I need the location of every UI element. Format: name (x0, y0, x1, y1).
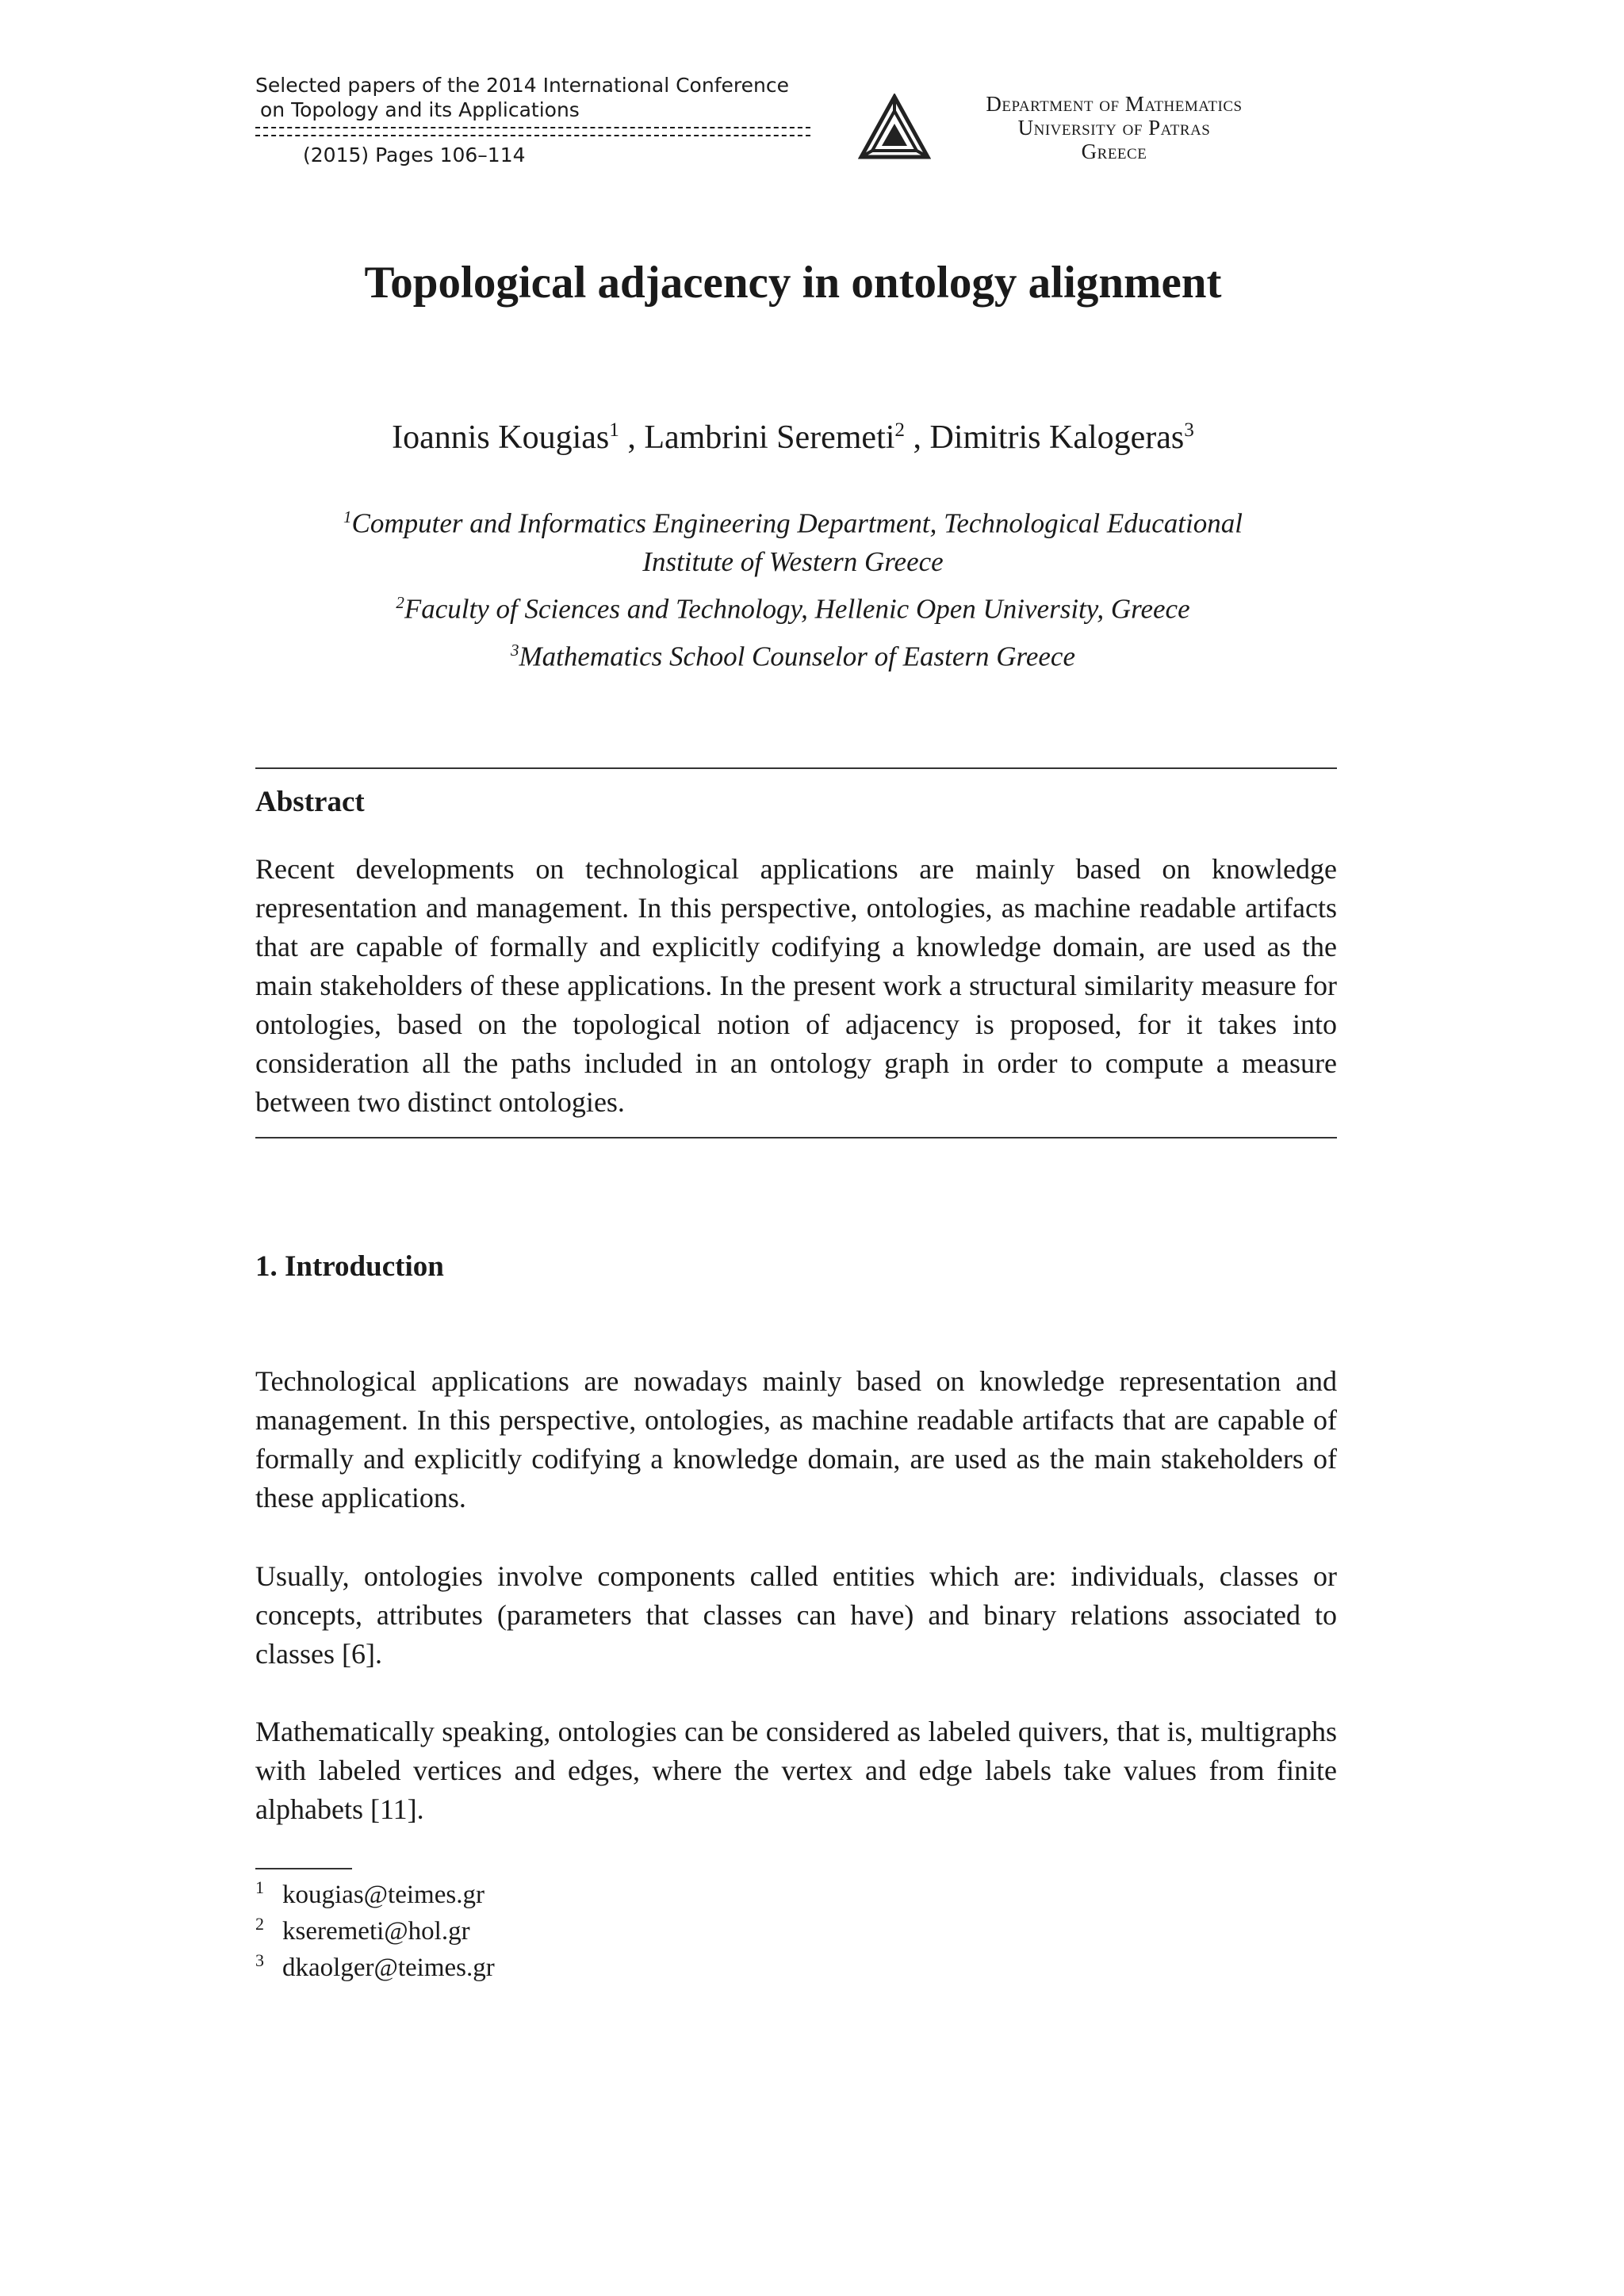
footnote-email: dkaolger@teimes.gr (282, 1954, 495, 1982)
author-list (0, 419, 1586, 457)
abstract-bottom-rule (255, 1137, 1337, 1138)
body-paragraph: Usually, ontologies involve components called entities which are: individuals, classes or concepts, attributes (parameters that classes can have) and binary relations associated to classes [6]. (255, 1560, 1337, 1670)
author-name: Dimitris Kalogeras (929, 419, 1185, 456)
paper-title: Topological adjacency in ontology alignment (364, 258, 1222, 308)
author-name: Ioannis Kougias (392, 419, 610, 456)
footnote-mark: 1 (255, 1877, 264, 1897)
affiliation-text: Institute of Western Greece (642, 545, 944, 577)
affiliation-mark: 3 (511, 641, 519, 660)
department-line-3: Greece (1081, 140, 1147, 163)
author-name: Lambrini Seremeti (644, 419, 895, 456)
triangle-logo-icon (858, 94, 931, 160)
body-paragraph: Technological applications are nowadays mainly based on knowledge representation and management. In this perspective, ontologies, as machine readable artifacts that are capable of formally and explicitly codifying a knowledge domain, are used as the main stakeholders of these applications. (255, 1365, 1337, 1513)
abstract-top-rule (255, 767, 1337, 769)
section-heading: 1. Introduction (255, 1250, 444, 1283)
author-mark: 1 (609, 419, 619, 441)
header-dashed-rule (255, 127, 810, 136)
journal-line-1: Selected papers of the 2014 International Conference (255, 74, 789, 97)
journal-header (255, 73, 810, 167)
journal-line-2: on Topology and its Applications (260, 98, 580, 121)
affiliation-mark: 2 (396, 593, 404, 612)
footnote-mark: 3 (255, 1950, 264, 1970)
affiliation-text: Mathematics School Counselor of Eastern Greece (519, 641, 1075, 672)
author-mark: 2 (894, 419, 906, 441)
affiliation-text: Faculty of Sciences and Technology, Hellenic Open University, Greece (404, 593, 1190, 625)
footnote-mark: 2 (255, 1914, 264, 1934)
affiliation-3 (238, 631, 1348, 676)
footnote-email: kseremeti@hol.gr (282, 1917, 470, 1946)
affiliation-1 (238, 498, 1348, 581)
department-line-2: University of Patras (1017, 116, 1211, 140)
abstract-heading: Abstract (255, 786, 365, 818)
affiliation-text: Computer and Informatics Engineering Department, Technological Educational (351, 507, 1243, 539)
author-separator: , (619, 419, 645, 456)
footnote (255, 1942, 495, 1986)
department-line-1: Department of Mathematics (986, 92, 1243, 116)
footnote-email: kougias@teimes.gr (282, 1881, 485, 1909)
affiliation-mark: 1 (343, 507, 352, 526)
department-header (936, 92, 1293, 163)
author-separator: , (905, 419, 930, 456)
abstract-text: Recent developments on technological applications are mainly based on knowledge representation and management. In this perspective, ontologies, as machine readable artifacts that are capable of formally and explicitly codifying a knowledge domain, are used as the main stakeholders of these applications. In the present work a structural similarity measure for ontologies, based on the topological notion of adjacency is proposed, for it takes into consideration all the paths included in an ontology graph in order to compute a measure between two distinct ontologies. (255, 853, 1337, 1118)
affiliation-2 (238, 584, 1348, 629)
body-paragraph: Mathematically speaking, ontologies can be considered as labeled quivers, that is, multigraphs with labeled vertices and edges, where the vertex and edge labels take values from finite alphabets [11]. (255, 1716, 1337, 1825)
journal-pages: (2015) Pages 106–114 (303, 144, 526, 166)
author-mark: 3 (1184, 419, 1194, 441)
